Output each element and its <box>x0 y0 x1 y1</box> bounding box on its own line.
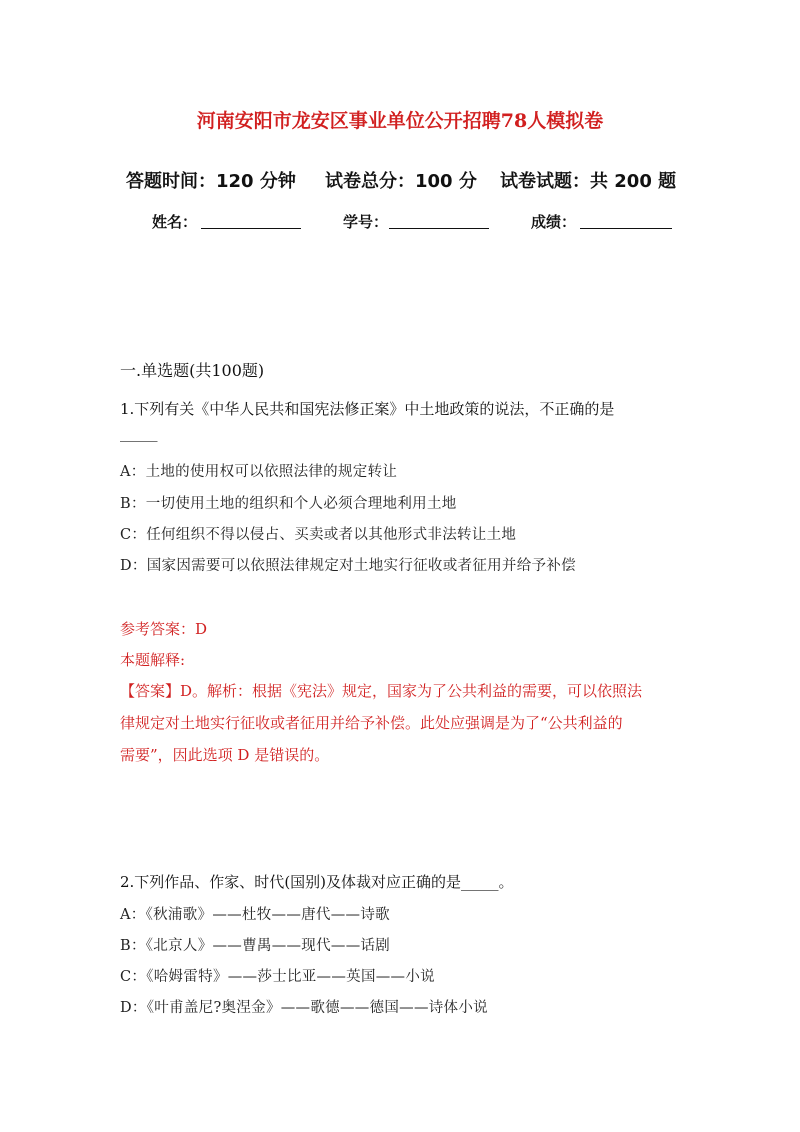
question-2-option-c: C：《哈姆雷特》——莎士比亚——英国——小说 <box>120 969 435 985</box>
page-title: 河南安阳市龙安区事业单位公开招聘78人模拟卷 <box>196 110 604 132</box>
question-1-explanation-line: 需要”，因此选项 D 是错误的。 <box>120 746 330 764</box>
exam-time: 答题时间：120 分钟 <box>126 171 296 192</box>
section-heading: 一.单选题(共100题) <box>120 361 265 380</box>
question-1-explanation-line: 律规定对土地实行征收或者征用并给予补偿。此处应强调是为了“公共利益的 <box>120 714 623 732</box>
student-id-label: 学号： <box>343 213 389 231</box>
grade-label: 成绩： <box>531 213 577 231</box>
question-1-option-d: D：国家因需要可以依照法律规定对土地实行征收或者征用并给予补偿 <box>120 558 576 574</box>
question-1-option-a: A：土地的使用权可以依照法律的规定转让 <box>120 464 398 480</box>
question-1-option-c: C：任何组织不得以侵占、买卖或者以其他形式非法转让土地 <box>120 527 517 543</box>
question-1-explanation-label: 本题解释: <box>120 651 186 669</box>
question-1-explanation-line: 【答案】D。解析：根据《宪法》规定，国家为了公共利益的需要，可以依照法 <box>120 682 643 700</box>
question-1-answer: 参考答案：D <box>120 620 208 638</box>
name-label: 姓名： <box>152 213 198 231</box>
grade-blank <box>580 228 672 229</box>
exam-total-score: 试卷总分：100 分 <box>325 171 477 192</box>
question-1-option-b: B：一切使用土地的组织和个人必须合理地利用土地 <box>120 496 457 512</box>
question-1-stem: 1.下列有关《中华人民共和国宪法修正案》中土地政策的说法，不正确的是 <box>120 400 615 418</box>
question-2-option-d: D：《叶甫盖尼?奥涅金》——歌德——德国——诗体小说 <box>120 1000 488 1016</box>
question-2-option-a: A：《秋浦歌》——杜牧——唐代——诗歌 <box>120 907 390 923</box>
student-id-blank <box>389 228 489 229</box>
exam-question-count: 试卷试题：共 200 题 <box>500 171 677 192</box>
name-blank <box>201 228 301 229</box>
question-2-option-b: B：《北京人》——曹禺——现代——话剧 <box>120 938 391 954</box>
question-1-blank: _____ <box>120 424 158 442</box>
question-2-stem: 2.下列作品、作家、时代(国别)及体裁对应正确的是_____。 <box>120 873 514 891</box>
